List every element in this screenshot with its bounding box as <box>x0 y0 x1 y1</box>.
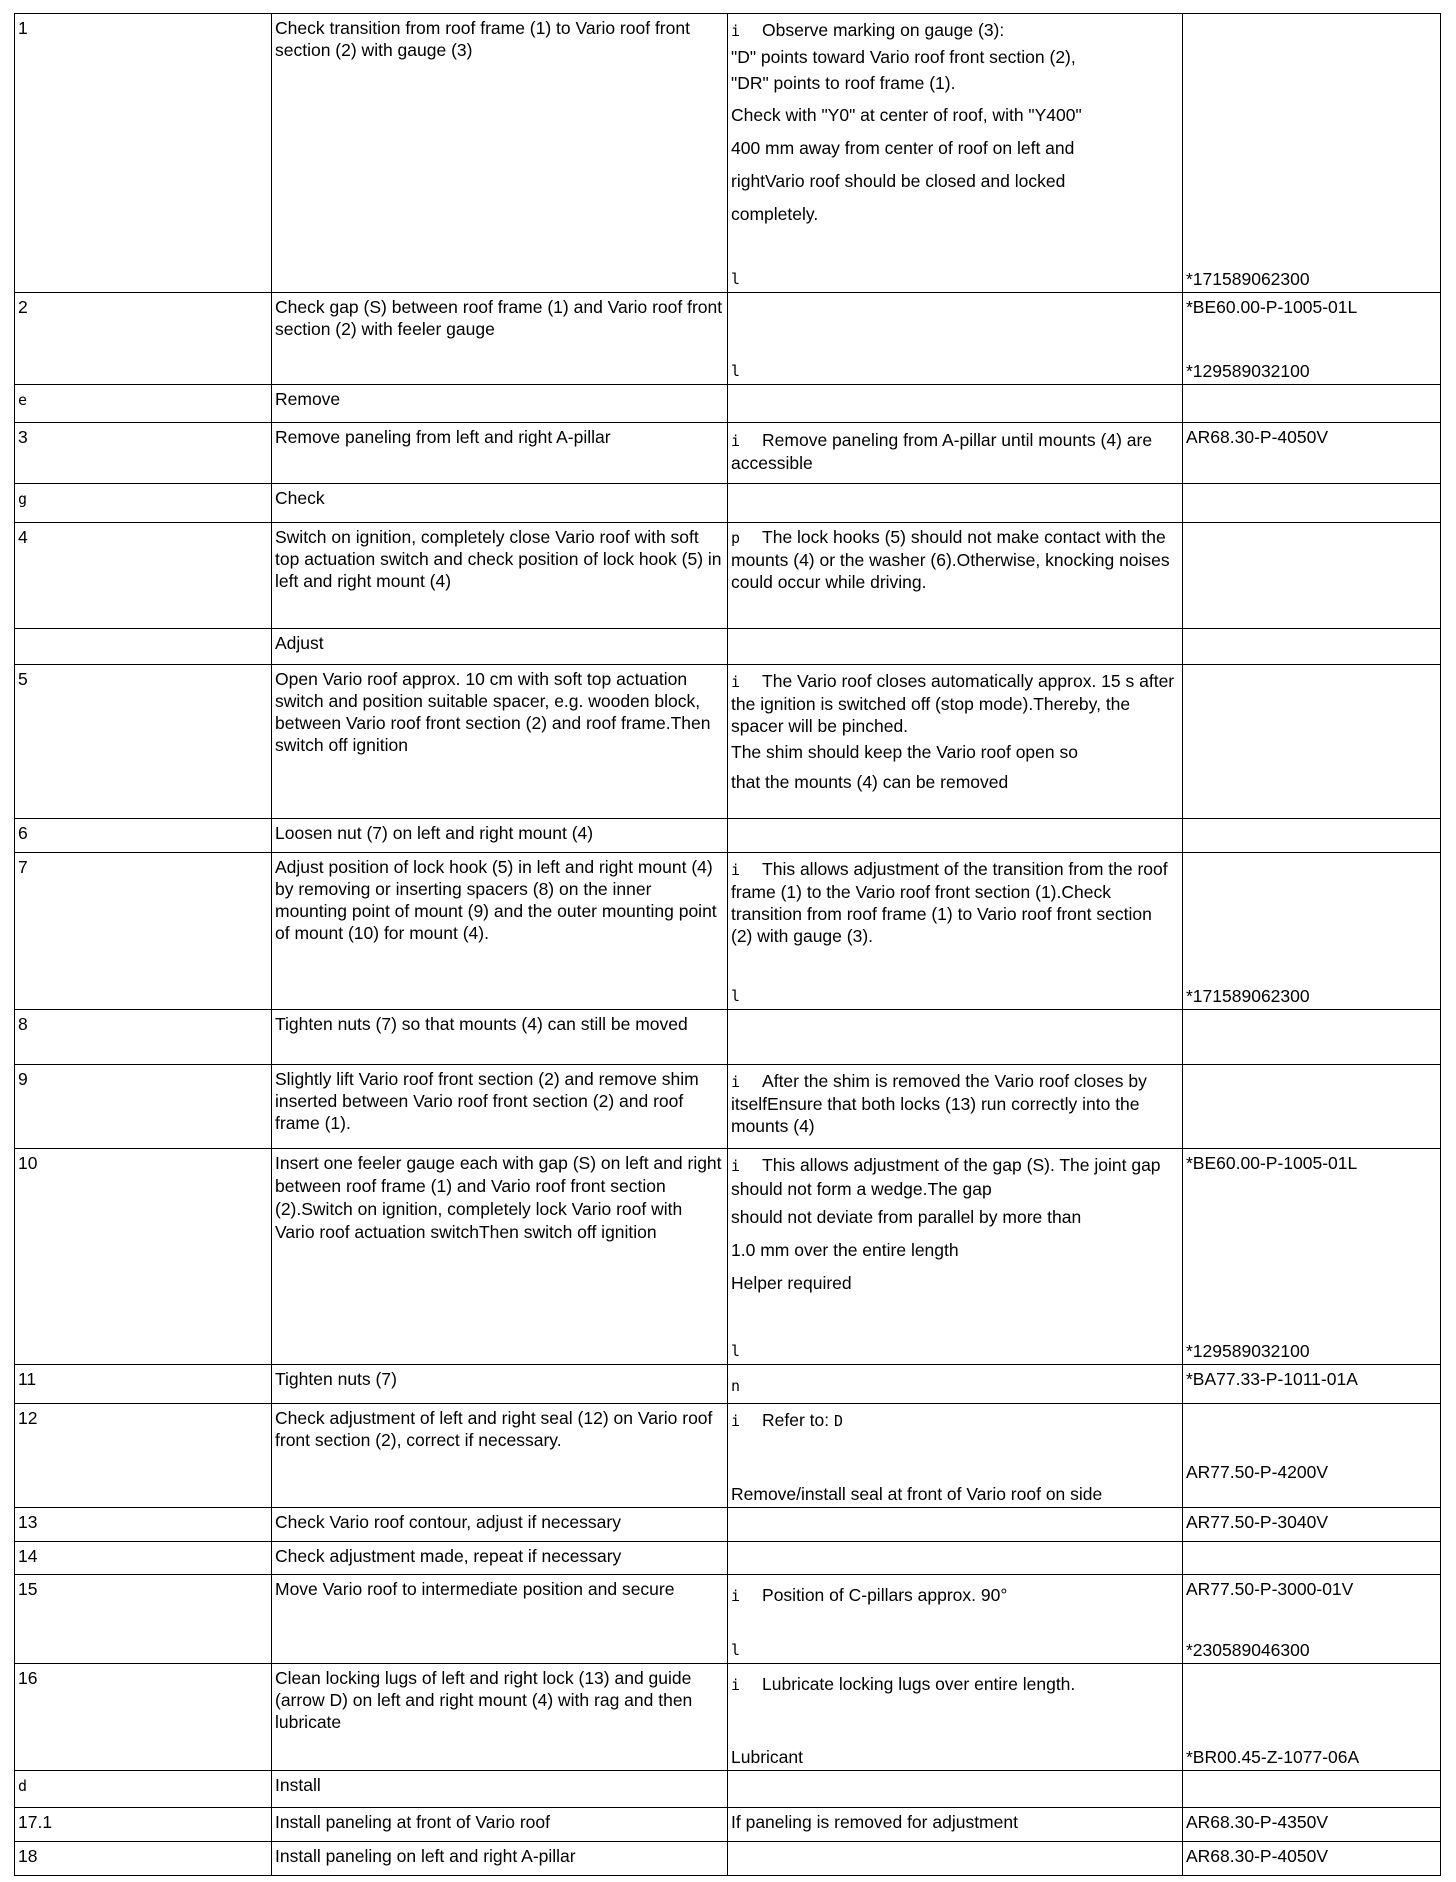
step-note <box>728 1365 1183 1404</box>
link-icon: l <box>731 1342 741 1360</box>
step-description: Check adjustment made, repeat if necessary <box>272 1542 728 1575</box>
section-heading: Adjust <box>272 629 728 665</box>
table-row <box>15 1404 1441 1508</box>
table-row <box>15 853 1441 1010</box>
table-row <box>15 1664 1441 1771</box>
step-note: i This allows adjustment of the transition from the roof frame (1) to the Vario roof front section (1).Check transition from roof frame (1) to Vario roof front section (2) with gauge (3). l <box>728 853 1183 1010</box>
reference-cell <box>1183 1508 1441 1542</box>
reference-cell <box>1183 853 1441 1010</box>
step-description: Check Vario roof contour, adjust if necessary <box>272 1508 728 1542</box>
step-note <box>728 293 1183 385</box>
table-row <box>15 1808 1441 1842</box>
reference-cell <box>1183 14 1441 293</box>
reference-cell <box>1183 1842 1441 1876</box>
step-number: 8 <box>15 1010 272 1065</box>
step-number: 14 <box>15 1542 272 1575</box>
section-symbol: d <box>18 1777 28 1795</box>
info-icon: i <box>731 1587 741 1605</box>
reference-cell <box>1183 1365 1441 1404</box>
table-row <box>15 1508 1441 1542</box>
reference-link[interactable]: AR77.50-P-3000-01V <box>1186 1579 1354 1599</box>
reference-link[interactable]: AR68.30-P-4050V <box>1186 1846 1329 1866</box>
info-icon: i <box>731 22 741 40</box>
lubricant-label: Lubricant <box>731 1747 803 1767</box>
link-icon: l <box>731 362 741 380</box>
step-note: i After the shim is removed the Vario roof closes by itselfEnsure that both locks (13) run correctly into the mounts (4) <box>728 1065 1183 1149</box>
section-heading: Check <box>272 484 728 523</box>
step-description: Loosen nut (7) on left and right mount (4) <box>272 819 728 853</box>
link-icon: l <box>731 987 741 1005</box>
table-row <box>15 1149 1441 1365</box>
step-description: Install paneling on left and right A-pillar <box>272 1842 728 1876</box>
step-note: If paneling is removed for adjustment <box>728 1808 1183 1842</box>
info-icon: i <box>731 432 741 450</box>
reference-cell <box>1183 1149 1441 1365</box>
step-note: i Position of C-pillars approx. 90° l <box>728 1575 1183 1664</box>
step-number: 1 <box>15 14 272 293</box>
reference-cell <box>1183 1808 1441 1842</box>
step-number: 6 <box>15 819 272 853</box>
link-icon: l <box>731 1641 741 1659</box>
step-number: 10 <box>15 1149 272 1365</box>
step-description: Remove paneling from left and right A-pillar <box>272 423 728 484</box>
info-icon: i <box>731 1412 741 1430</box>
table-row <box>15 293 1441 385</box>
table-row <box>15 423 1441 484</box>
step-note: i Refer to: D Remove/install seal at front of Vario roof on side <box>728 1404 1183 1508</box>
reference-link[interactable]: AR68.30-P-4050V <box>1186 427 1329 447</box>
table-row <box>15 1542 1441 1575</box>
reference-cell <box>1183 1404 1441 1508</box>
step-description: Open Vario roof approx. 10 cm with soft top actuation switch and position suitable spacer, e.g. wooden block, between Vario roof front section (2) and roof frame.Then switch off ignition <box>272 665 728 819</box>
reference-link[interactable]: *171589062300 <box>1186 986 1310 1006</box>
section-heading: Install <box>272 1771 728 1808</box>
reference-link[interactable]: *BE60.00-P-1005-01L <box>1186 297 1358 317</box>
table-row <box>15 665 1441 819</box>
reference-link[interactable]: *171589062300 <box>1186 269 1310 289</box>
step-number: 4 <box>15 523 272 629</box>
reference-cell <box>1183 1664 1441 1771</box>
step-note: p The lock hooks (5) should not make contact with the mounts (4) or the washer (6).Otherwise, knocking noises could occur while driving. <box>728 523 1183 629</box>
info-icon: i <box>731 861 741 879</box>
table-row <box>15 629 1441 665</box>
reference-cell <box>1183 423 1441 484</box>
caution-icon: p <box>731 529 741 547</box>
step-number: 5 <box>15 665 272 819</box>
step-note: i This allows adjustment of the gap (S). The joint gap should not form a wedge.The gap should not deviate from parallel by more than 1.0 mm over the entire length Helper required l <box>728 1149 1183 1365</box>
step-number: 3 <box>15 423 272 484</box>
info-icon: i <box>731 673 741 691</box>
table-row <box>15 819 1441 853</box>
step-note: i The Vario roof closes automatically approx. 15 s after the ignition is switched off (stop mode).Thereby, the spacer will be pinched. The shim should keep the Vario roof open so that the mounts (4) can be removed <box>728 665 1183 819</box>
link-icon: l <box>731 270 741 288</box>
info-icon: i <box>731 1676 741 1694</box>
reference-link[interactable]: *BE60.00-P-1005-01L <box>1186 1153 1358 1173</box>
step-note: i Remove paneling from A-pillar until mounts (4) are accessible <box>728 423 1183 484</box>
info-icon: i <box>731 1073 741 1091</box>
table-row <box>15 385 1441 423</box>
section-symbol: e <box>18 391 28 409</box>
reference-cell <box>1183 293 1441 385</box>
step-number: 7 <box>15 853 272 1010</box>
link-icon: n <box>731 1377 741 1395</box>
reference-cell <box>1183 1575 1441 1664</box>
step-number: 15 <box>15 1575 272 1664</box>
step-description: Move Vario roof to intermediate position and secure <box>272 1575 728 1664</box>
step-note: i Lubricate locking lugs over entire length. Lubricant <box>728 1664 1183 1771</box>
step-description: Tighten nuts (7) <box>272 1365 728 1404</box>
table-row <box>15 1771 1441 1808</box>
step-description: Switch on ignition, completely close Vario roof with soft top actuation switch and check position of lock hook (5) in left and right mount (4) <box>272 523 728 629</box>
table-row <box>15 523 1441 629</box>
reference-link[interactable]: AR68.30-P-4350V <box>1186 1812 1329 1832</box>
step-description: Check gap (S) between roof frame (1) and Vario roof front section (2) with feeler gauge <box>272 293 728 385</box>
table-row <box>15 14 1441 293</box>
table-row <box>15 1365 1441 1404</box>
step-number: 17.1 <box>15 1808 272 1842</box>
table-row <box>15 1575 1441 1664</box>
step-description: Clean locking lugs of left and right lock (13) and guide (arrow D) on left and right mount (4) with rag and then lubricate <box>272 1664 728 1771</box>
step-description: Check adjustment of left and right seal (12) on Vario roof front section (2), correct if necessary. <box>272 1404 728 1508</box>
step-number: 16 <box>15 1664 272 1771</box>
step-description: Tighten nuts (7) so that mounts (4) can still be moved <box>272 1010 728 1065</box>
step-description: Adjust position of lock hook (5) in left and right mount (4) by removing or inserting spacers (8) on the inner mounting point of mount (9) and the outer mounting point of mount (10) for mount (4). <box>272 853 728 1010</box>
step-note: i Observe marking on gauge (3): "D" points toward Vario roof front section (2), "DR" points to roof frame (1). Check with "Y0" at center of roof, with "Y400" 400 mm away from center of roof on left and rightVario roof should be closed and locked completely. l <box>728 14 1183 293</box>
reference-link[interactable]: AR77.50-P-3040V <box>1186 1512 1329 1532</box>
step-description: Check transition from roof frame (1) to Vario roof front section (2) with gauge (3) <box>272 14 728 293</box>
step-number: 11 <box>15 1365 272 1404</box>
step-description: Insert one feeler gauge each with gap (S) on left and right between roof frame (1) and Vario roof front section (2).Switch on ignition, completely lock Vario roof with Vario roof actuation switchThen switch off ignition <box>272 1149 728 1365</box>
step-number: 13 <box>15 1508 272 1542</box>
step-description: Slightly lift Vario roof front section (2) and remove shim inserted between Vario roof front section (2) and roof frame (1). <box>272 1065 728 1149</box>
reference-link[interactable]: *129589032100 <box>1186 361 1310 381</box>
reference-link[interactable]: *BR00.45-Z-1077-06A <box>1186 1747 1360 1767</box>
reference-link[interactable]: *BA77.33-P-1011-01A <box>1186 1369 1358 1389</box>
step-number: 9 <box>15 1065 272 1149</box>
section-heading: Remove <box>272 385 728 423</box>
document-icon: D <box>834 1412 844 1430</box>
table-row <box>15 1842 1441 1876</box>
reference-link[interactable]: *230589046300 <box>1186 1640 1310 1660</box>
step-number: 12 <box>15 1404 272 1508</box>
step-number: 2 <box>15 293 272 385</box>
procedure-table <box>14 13 1441 1876</box>
reference-link[interactable]: AR77.50-P-4200V <box>1186 1462 1329 1482</box>
reference-title: Remove/install seal at front of Vario roof on side <box>731 1484 1103 1504</box>
table-row <box>15 1065 1441 1149</box>
step-description: Install paneling at front of Vario roof <box>272 1808 728 1842</box>
info-icon: i <box>731 1157 741 1175</box>
table-row <box>15 1010 1441 1065</box>
section-symbol: g <box>18 490 28 508</box>
reference-link[interactable]: *129589032100 <box>1186 1341 1310 1361</box>
table-row <box>15 484 1441 523</box>
step-number: 18 <box>15 1842 272 1876</box>
